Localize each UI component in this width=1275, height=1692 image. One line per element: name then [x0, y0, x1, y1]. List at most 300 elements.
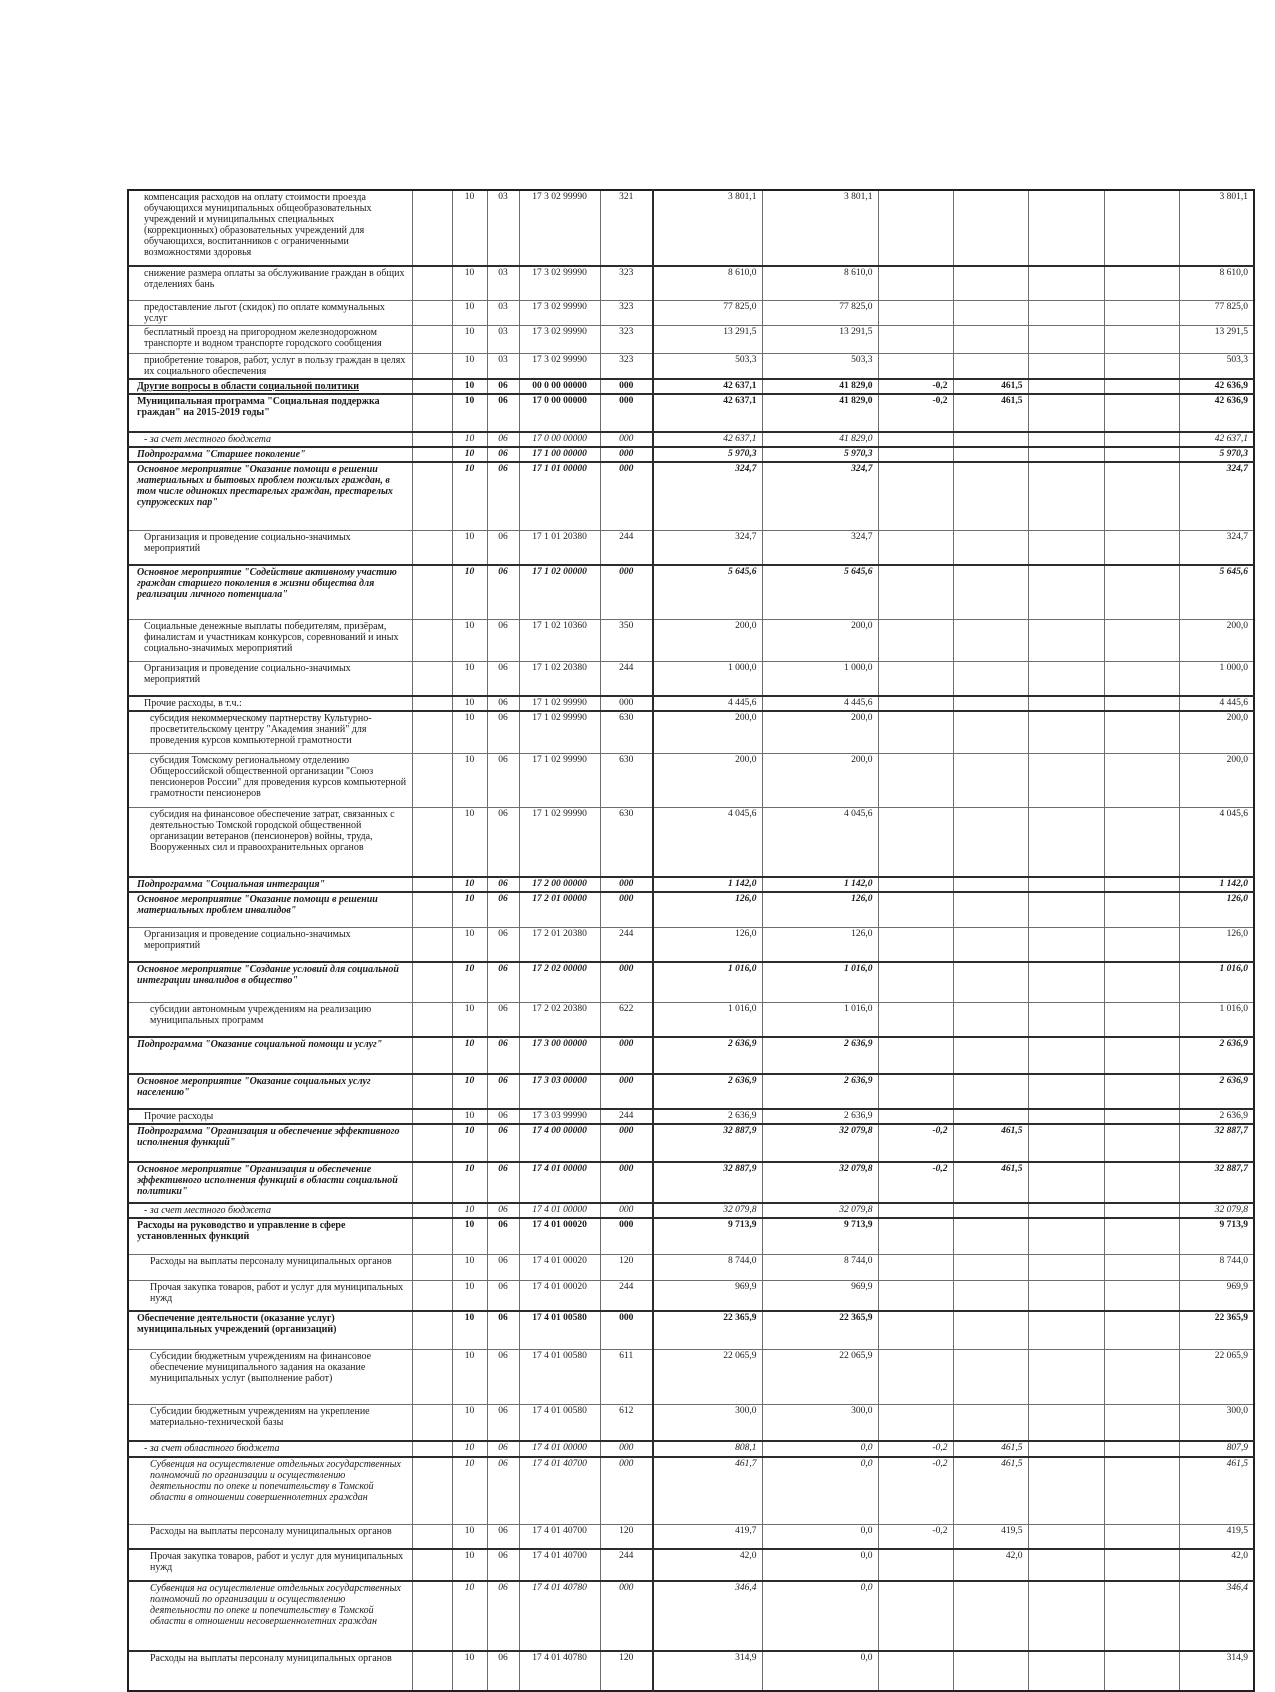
amount-adjusted-cell: 22 365,9: [762, 1311, 878, 1349]
ved-cell: [412, 1651, 452, 1691]
razdel-cell: 10: [452, 1203, 487, 1218]
empty-cell-2: [1104, 353, 1179, 379]
empty-cell-1: [1028, 190, 1104, 266]
podrazdel-cell: 03: [487, 300, 519, 325]
ved-cell: [412, 1074, 452, 1109]
row-name-cell: субсидия некоммерческому партнерству Культурно-просветительскому центру "Академия знаний" для проведения курсов компьютерной грамотности: [128, 711, 412, 753]
amount-final-cell: 32 887,7: [1179, 1124, 1254, 1162]
amount-adjusted-cell: 32 079,8: [762, 1124, 878, 1162]
table-row: [128, 353, 1254, 379]
row-name-cell: бесплатный проезд на пригородном железнодорожном транспорте и водном транспорте городского сообщения: [128, 325, 412, 353]
razdel-cell: 10: [452, 565, 487, 619]
vr-code-cell: 350: [600, 619, 653, 661]
vr-code-cell: 000: [600, 565, 653, 619]
amount-adjusted-cell: 8 744,0: [762, 1254, 878, 1280]
csr-code-cell: 17 3 02 99990: [519, 353, 600, 379]
podrazdel-cell: 06: [487, 447, 519, 462]
row-name-cell: Расходы на выплаты персоналу муниципальных органов: [128, 1524, 412, 1549]
amount-plan-cell: 200,0: [653, 711, 762, 753]
podrazdel-cell: 06: [487, 1524, 519, 1549]
csr-code-cell: 17 3 03 00000: [519, 1074, 600, 1109]
row-name-cell: компенсация расходов на оплату стоимости проезда обучающихся муниципальных общеобразовательных учреждений и муниципальных специальных (коррекционных) образовательных учреждений для обучающихся, воспитанников с ограниченными возможностями здоровья: [128, 190, 412, 266]
delta-minus-cell: [878, 300, 953, 325]
csr-code-cell: 17 2 02 00000: [519, 962, 600, 1002]
delta-minus-cell: [878, 1218, 953, 1254]
podrazdel-cell: 06: [487, 1549, 519, 1581]
table-row: [128, 325, 1254, 353]
csr-code-cell: 17 2 02 20380: [519, 1002, 600, 1037]
amount-adjusted-cell: 200,0: [762, 619, 878, 661]
csr-code-cell: 17 2 01 20380: [519, 927, 600, 962]
podrazdel-cell: 06: [487, 1074, 519, 1109]
csr-code-cell: 17 1 01 20380: [519, 530, 600, 565]
table-row: [128, 1074, 1254, 1109]
amount-plan-cell: 2 636,9: [653, 1109, 762, 1124]
ved-cell: [412, 379, 452, 394]
table-row: [128, 394, 1254, 432]
csr-code-cell: 17 4 01 00580: [519, 1404, 600, 1441]
razdel-cell: 10: [452, 696, 487, 711]
empty-cell-1: [1028, 530, 1104, 565]
table-row: [128, 1218, 1254, 1254]
delta-plus-cell: [953, 1218, 1028, 1254]
row-name-cell: Расходы на выплаты персоналу муниципальных органов: [128, 1651, 412, 1691]
delta-plus-cell: [953, 1651, 1028, 1691]
delta-plus-cell: 461,5: [953, 1162, 1028, 1203]
ved-cell: [412, 1254, 452, 1280]
empty-cell-2: [1104, 1651, 1179, 1691]
podrazdel-cell: 06: [487, 530, 519, 565]
csr-code-cell: 17 3 02 99990: [519, 300, 600, 325]
ved-cell: [412, 1524, 452, 1549]
razdel-cell: 10: [452, 1311, 487, 1349]
table-row: [128, 1581, 1254, 1651]
razdel-cell: 10: [452, 530, 487, 565]
delta-plus-cell: 419,5: [953, 1524, 1028, 1549]
row-name-cell: Обеспечение деятельности (оказание услуг) муниципальных учреждений (организаций): [128, 1311, 412, 1349]
table-row: [128, 379, 1254, 394]
empty-cell-2: [1104, 753, 1179, 807]
empty-cell-2: [1104, 565, 1179, 619]
ved-cell: [412, 1349, 452, 1404]
vr-code-cell: 630: [600, 753, 653, 807]
amount-plan-cell: 9 713,9: [653, 1218, 762, 1254]
razdel-cell: 10: [452, 1457, 487, 1524]
amount-plan-cell: 126,0: [653, 892, 762, 927]
podrazdel-cell: 06: [487, 1349, 519, 1404]
amount-final-cell: 42,0: [1179, 1549, 1254, 1581]
delta-plus-cell: [953, 300, 1028, 325]
amount-final-cell: 32 887,7: [1179, 1162, 1254, 1203]
csr-code-cell: 17 4 01 00000: [519, 1441, 600, 1457]
empty-cell-1: [1028, 1549, 1104, 1581]
table-row: [128, 1109, 1254, 1124]
row-name-cell: Основное мероприятие "Содействие активному участию граждан старшего поколения в жизни общества для реализации личного потенциала": [128, 565, 412, 619]
delta-minus-cell: [878, 1404, 953, 1441]
delta-minus-cell: [878, 661, 953, 696]
razdel-cell: 10: [452, 927, 487, 962]
delta-minus-cell: [878, 1037, 953, 1074]
csr-code-cell: 17 1 02 99990: [519, 711, 600, 753]
table-row: [128, 300, 1254, 325]
row-name-cell: Подпрограмма "Старшее поколение": [128, 447, 412, 462]
csr-code-cell: 17 1 02 00000: [519, 565, 600, 619]
csr-code-cell: 17 3 03 99990: [519, 1109, 600, 1124]
amount-plan-cell: 2 636,9: [653, 1074, 762, 1109]
amount-adjusted-cell: 9 713,9: [762, 1218, 878, 1254]
table-row: [128, 1162, 1254, 1203]
empty-cell-1: [1028, 753, 1104, 807]
csr-code-cell: 17 0 00 00000: [519, 394, 600, 432]
amount-adjusted-cell: 1 016,0: [762, 962, 878, 1002]
amount-plan-cell: 1 016,0: [653, 962, 762, 1002]
empty-cell-2: [1104, 1311, 1179, 1349]
vr-code-cell: 323: [600, 300, 653, 325]
empty-cell-1: [1028, 353, 1104, 379]
empty-cell-2: [1104, 300, 1179, 325]
amount-adjusted-cell: 41 829,0: [762, 394, 878, 432]
vr-code-cell: 000: [600, 1441, 653, 1457]
vr-code-cell: 323: [600, 353, 653, 379]
vr-code-cell: 000: [600, 892, 653, 927]
ved-cell: [412, 1124, 452, 1162]
empty-cell-2: [1104, 1109, 1179, 1124]
delta-plus-cell: [953, 661, 1028, 696]
table-row: [128, 807, 1254, 877]
amount-plan-cell: 808,1: [653, 1441, 762, 1457]
podrazdel-cell: 06: [487, 1109, 519, 1124]
delta-plus-cell: [953, 711, 1028, 753]
delta-minus-cell: [878, 696, 953, 711]
amount-plan-cell: 32 079,8: [653, 1203, 762, 1218]
podrazdel-cell: 06: [487, 1280, 519, 1311]
csr-code-cell: 17 1 02 10360: [519, 619, 600, 661]
ved-cell: [412, 619, 452, 661]
amount-plan-cell: 77 825,0: [653, 300, 762, 325]
amount-final-cell: 22 065,9: [1179, 1349, 1254, 1404]
amount-adjusted-cell: 0,0: [762, 1581, 878, 1651]
empty-cell-2: [1104, 1524, 1179, 1549]
amount-adjusted-cell: 126,0: [762, 892, 878, 927]
amount-adjusted-cell: 0,0: [762, 1457, 878, 1524]
amount-adjusted-cell: 300,0: [762, 1404, 878, 1441]
vr-code-cell: 323: [600, 325, 653, 353]
table-row: [128, 753, 1254, 807]
razdel-cell: 10: [452, 619, 487, 661]
table-row: [128, 892, 1254, 927]
razdel-cell: 10: [452, 661, 487, 696]
amount-plan-cell: 419,7: [653, 1524, 762, 1549]
podrazdel-cell: 06: [487, 1311, 519, 1349]
podrazdel-cell: 06: [487, 661, 519, 696]
empty-cell-1: [1028, 1254, 1104, 1280]
row-name-cell: снижение размера оплаты за обслуживание граждан в общих отделениях бань: [128, 266, 412, 300]
row-name-cell: Основное мероприятие "Создание условий для социальной интеграции инвалидов в общество": [128, 962, 412, 1002]
razdel-cell: 10: [452, 462, 487, 530]
amount-adjusted-cell: 1 000,0: [762, 661, 878, 696]
amount-final-cell: 314,9: [1179, 1651, 1254, 1691]
vr-code-cell: 630: [600, 711, 653, 753]
empty-cell-2: [1104, 1124, 1179, 1162]
amount-final-cell: 2 636,9: [1179, 1109, 1254, 1124]
amount-plan-cell: 1 142,0: [653, 877, 762, 892]
razdel-cell: 10: [452, 1037, 487, 1074]
empty-cell-2: [1104, 1254, 1179, 1280]
amount-plan-cell: 5 970,3: [653, 447, 762, 462]
amount-final-cell: 5 970,3: [1179, 447, 1254, 462]
amount-final-cell: 13 291,5: [1179, 325, 1254, 353]
amount-plan-cell: 8 610,0: [653, 266, 762, 300]
podrazdel-cell: 06: [487, 1457, 519, 1524]
ved-cell: [412, 190, 452, 266]
amount-final-cell: 42 636,9: [1179, 379, 1254, 394]
amount-adjusted-cell: 0,0: [762, 1441, 878, 1457]
empty-cell-2: [1104, 447, 1179, 462]
empty-cell-2: [1104, 696, 1179, 711]
ved-cell: [412, 807, 452, 877]
empty-cell-2: [1104, 462, 1179, 530]
amount-plan-cell: 324,7: [653, 530, 762, 565]
podrazdel-cell: 03: [487, 190, 519, 266]
table-row: [128, 1254, 1254, 1280]
delta-minus-cell: -0,2: [878, 1441, 953, 1457]
delta-plus-cell: [953, 1203, 1028, 1218]
podrazdel-cell: 06: [487, 1162, 519, 1203]
delta-minus-cell: [878, 1002, 953, 1037]
empty-cell-2: [1104, 1203, 1179, 1218]
razdel-cell: 10: [452, 877, 487, 892]
amount-plan-cell: 200,0: [653, 619, 762, 661]
ved-cell: [412, 447, 452, 462]
amount-plan-cell: 8 744,0: [653, 1254, 762, 1280]
delta-plus-cell: [953, 1109, 1028, 1124]
amount-plan-cell: 3 801,1: [653, 190, 762, 266]
amount-adjusted-cell: 126,0: [762, 927, 878, 962]
csr-code-cell: 17 2 01 00000: [519, 892, 600, 927]
delta-minus-cell: -0,2: [878, 1124, 953, 1162]
amount-final-cell: 2 636,9: [1179, 1037, 1254, 1074]
delta-minus-cell: -0,2: [878, 1457, 953, 1524]
vr-code-cell: 244: [600, 1280, 653, 1311]
csr-code-cell: 17 1 01 00000: [519, 462, 600, 530]
table-row: [128, 1651, 1254, 1691]
amount-final-cell: 346,4: [1179, 1581, 1254, 1651]
empty-cell-2: [1104, 1162, 1179, 1203]
csr-code-cell: 17 4 01 40780: [519, 1581, 600, 1651]
delta-plus-cell: [953, 807, 1028, 877]
row-name-cell: - за счет местного бюджета: [128, 432, 412, 447]
empty-cell-2: [1104, 1404, 1179, 1441]
delta-minus-cell: [878, 711, 953, 753]
vr-code-cell: 000: [600, 1218, 653, 1254]
csr-code-cell: 17 4 01 40700: [519, 1457, 600, 1524]
vr-code-cell: 000: [600, 1162, 653, 1203]
delta-minus-cell: -0,2: [878, 1524, 953, 1549]
razdel-cell: 10: [452, 325, 487, 353]
amount-adjusted-cell: 503,3: [762, 353, 878, 379]
razdel-cell: 10: [452, 1280, 487, 1311]
delta-minus-cell: [878, 432, 953, 447]
row-name-cell: Субвенция на осуществление отдельных государственных полномочий по организации и осуществлению деятельности по опеке и попечительству в Томской области в отношении несовершеннолетних граждан: [128, 1581, 412, 1651]
csr-code-cell: 17 3 02 99990: [519, 325, 600, 353]
table-row: [128, 1404, 1254, 1441]
delta-plus-cell: [953, 1074, 1028, 1109]
ved-cell: [412, 696, 452, 711]
table-row: [128, 927, 1254, 962]
row-name-cell: Субсидии бюджетным учреждениям на укрепление материально-технической базы: [128, 1404, 412, 1441]
delta-minus-cell: [878, 1311, 953, 1349]
ved-cell: [412, 1457, 452, 1524]
row-name-cell: Основное мероприятие "Оказание социальных услуг населению": [128, 1074, 412, 1109]
delta-minus-cell: [878, 807, 953, 877]
podrazdel-cell: 06: [487, 565, 519, 619]
empty-cell-1: [1028, 1524, 1104, 1549]
vr-code-cell: 120: [600, 1524, 653, 1549]
delta-minus-cell: [878, 1581, 953, 1651]
amount-final-cell: 461,5: [1179, 1457, 1254, 1524]
vr-code-cell: 000: [600, 394, 653, 432]
vr-code-cell: 244: [600, 530, 653, 565]
ved-cell: [412, 565, 452, 619]
amount-adjusted-cell: 2 636,9: [762, 1074, 878, 1109]
row-name-cell: Социальные денежные выплаты победителям, призёрам, финалистам и участникам конкурсов, соревнований и иных социально-значимых мероприятий: [128, 619, 412, 661]
csr-code-cell: 17 2 00 00000: [519, 877, 600, 892]
ved-cell: [412, 1162, 452, 1203]
delta-plus-cell: [953, 447, 1028, 462]
vr-code-cell: 000: [600, 462, 653, 530]
ved-cell: [412, 1441, 452, 1457]
amount-final-cell: 200,0: [1179, 753, 1254, 807]
delta-plus-cell: [953, 1581, 1028, 1651]
amount-adjusted-cell: 1 016,0: [762, 1002, 878, 1037]
razdel-cell: 10: [452, 892, 487, 927]
razdel-cell: 10: [452, 1581, 487, 1651]
empty-cell-1: [1028, 1162, 1104, 1203]
empty-cell-2: [1104, 1218, 1179, 1254]
empty-cell-2: [1104, 661, 1179, 696]
empty-cell-2: [1104, 962, 1179, 1002]
csr-code-cell: 17 4 01 40780: [519, 1651, 600, 1691]
empty-cell-1: [1028, 711, 1104, 753]
csr-code-cell: 17 3 00 00000: [519, 1037, 600, 1074]
delta-plus-cell: [953, 696, 1028, 711]
amount-adjusted-cell: 5 645,6: [762, 565, 878, 619]
empty-cell-1: [1028, 325, 1104, 353]
ved-cell: [412, 1581, 452, 1651]
delta-plus-cell: [953, 1037, 1028, 1074]
amount-final-cell: 1 016,0: [1179, 1002, 1254, 1037]
row-name-cell: предоставление льгот (скидок) по оплате коммунальных услуг: [128, 300, 412, 325]
table-row: [128, 619, 1254, 661]
table-row: [128, 1457, 1254, 1524]
amount-final-cell: 1 142,0: [1179, 877, 1254, 892]
amount-plan-cell: 2 636,9: [653, 1037, 762, 1074]
amount-adjusted-cell: 4 045,6: [762, 807, 878, 877]
table-row: [128, 266, 1254, 300]
amount-final-cell: 807,9: [1179, 1441, 1254, 1457]
amount-plan-cell: 1 000,0: [653, 661, 762, 696]
podrazdel-cell: 06: [487, 462, 519, 530]
amount-plan-cell: 461,7: [653, 1457, 762, 1524]
ved-cell: [412, 711, 452, 753]
amount-plan-cell: 42 637,1: [653, 394, 762, 432]
table-row: [128, 1037, 1254, 1074]
amount-final-cell: 969,9: [1179, 1280, 1254, 1311]
ved-cell: [412, 962, 452, 1002]
csr-code-cell: 17 1 02 99990: [519, 696, 600, 711]
row-name-cell: Муниципальная программа "Социальная поддержка граждан" на 2015-2019 годы": [128, 394, 412, 432]
delta-plus-cell: [953, 432, 1028, 447]
delta-minus-cell: [878, 447, 953, 462]
delta-plus-cell: [953, 1404, 1028, 1441]
empty-cell-2: [1104, 619, 1179, 661]
podrazdel-cell: 06: [487, 379, 519, 394]
vr-code-cell: 321: [600, 190, 653, 266]
razdel-cell: 10: [452, 432, 487, 447]
empty-cell-1: [1028, 619, 1104, 661]
amount-final-cell: 1 000,0: [1179, 661, 1254, 696]
empty-cell-2: [1104, 266, 1179, 300]
amount-plan-cell: 13 291,5: [653, 325, 762, 353]
podrazdel-cell: 06: [487, 877, 519, 892]
table-row: [128, 1203, 1254, 1218]
delta-plus-cell: [953, 619, 1028, 661]
empty-cell-1: [1028, 394, 1104, 432]
amount-plan-cell: 200,0: [653, 753, 762, 807]
amount-adjusted-cell: 41 829,0: [762, 379, 878, 394]
row-name-cell: Расходы на руководство и управление в сфере установленных функций: [128, 1218, 412, 1254]
csr-code-cell: 00 0 00 00000: [519, 379, 600, 394]
amount-final-cell: 503,3: [1179, 353, 1254, 379]
amount-final-cell: 324,7: [1179, 530, 1254, 565]
delta-minus-cell: [878, 1349, 953, 1404]
podrazdel-cell: 03: [487, 353, 519, 379]
empty-cell-1: [1028, 462, 1104, 530]
delta-minus-cell: [878, 877, 953, 892]
amount-adjusted-cell: 0,0: [762, 1651, 878, 1691]
empty-cell-2: [1104, 1457, 1179, 1524]
delta-minus-cell: [878, 927, 953, 962]
amount-final-cell: 8 610,0: [1179, 266, 1254, 300]
ved-cell: [412, 877, 452, 892]
vr-code-cell: 000: [600, 696, 653, 711]
vr-code-cell: 622: [600, 1002, 653, 1037]
row-name-cell: Основное мероприятие "Оказание помощи в решении материальных и бытовых проблем пожилых граждан, в том числе одиноких престарелых граждан, престарелых супружеских пар": [128, 462, 412, 530]
empty-cell-1: [1028, 1349, 1104, 1404]
row-name-cell: Подпрограмма "Социальная интеграция": [128, 877, 412, 892]
amount-adjusted-cell: 324,7: [762, 462, 878, 530]
empty-cell-1: [1028, 1651, 1104, 1691]
csr-code-cell: 17 4 01 00020: [519, 1218, 600, 1254]
csr-code-cell: 17 0 00 00000: [519, 432, 600, 447]
empty-cell-2: [1104, 1581, 1179, 1651]
delta-plus-cell: [953, 190, 1028, 266]
delta-plus-cell: [953, 892, 1028, 927]
delta-plus-cell: 461,5: [953, 1457, 1028, 1524]
empty-cell-2: [1104, 711, 1179, 753]
amount-plan-cell: 22 065,9: [653, 1349, 762, 1404]
podrazdel-cell: 03: [487, 266, 519, 300]
row-name-cell: Подпрограмма "Организация и обеспечение эффективного исполнения функций": [128, 1124, 412, 1162]
podrazdel-cell: 06: [487, 1002, 519, 1037]
empty-cell-1: [1028, 1203, 1104, 1218]
vr-code-cell: 612: [600, 1404, 653, 1441]
amount-adjusted-cell: 200,0: [762, 753, 878, 807]
podrazdel-cell: 06: [487, 962, 519, 1002]
budget-table-body: [128, 190, 1254, 1691]
empty-cell-1: [1028, 300, 1104, 325]
razdel-cell: 10: [452, 447, 487, 462]
